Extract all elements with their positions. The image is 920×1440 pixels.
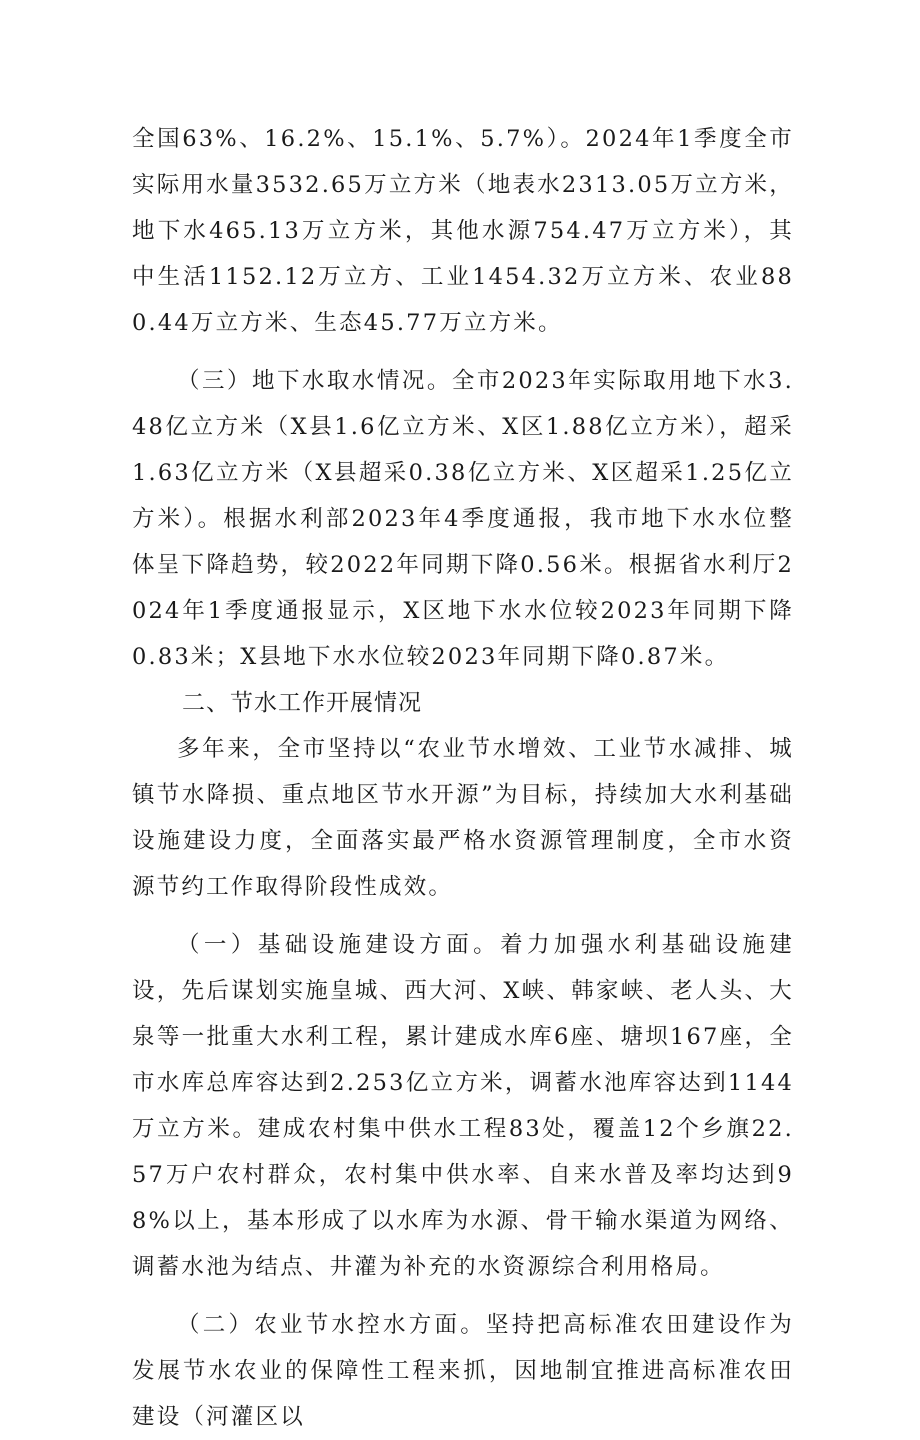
- paragraph-gap: [132, 1290, 794, 1302]
- paragraph-infrastructure: （一）基础设施建设方面。着力加强水利基础设施建设，先后谋划实施皇城、西大河、X峡、韩家峡、老人头、大泉等一批重大水利工程，累计建成水库6座、塘坝167座，全市水库总库容达到2.253亿立方米，调蓄水池库容达到1144万立方米。建成农村集中供水工程83处，覆盖12个乡旗22.57万户农村群众，农村集中供水率、自来水普及率均达到98%以上，基本形成了以水库为水源、骨干输水渠道为网络、调蓄水池为结点、井灌为补充的水资源综合利用格局。: [132, 932, 794, 1280]
- paragraph-groundwater: （三）地下水取水情况。全市2023年实际取用地下水3.48亿立方米（X县1.6亿立方米、X区1.88亿立方米），超采1.63亿立方米（X县超采0.38亿立方米、X区超采1.25亿立方米）。根据水利部2023年4季度通报，我市地下水水位整体呈下降趋势，较2022年同期下降0.56米。根据省水利厅2024年1季度通报显示，X区地下水水位较2023年同期下降0.83米；X县地下水水位较2023年同期下降0.87米。: [132, 368, 794, 670]
- paragraph-overview: 多年来，全市坚持以“农业节水增效、工业节水减排、城镇节水降损、重点地区节水开源”为目标，持续加大水利基础设施建设力度，全面落实最严格水资源管理制度，全市水资源节约工作取得阶段性成效。: [132, 736, 794, 900]
- paragraph-gap: [132, 346, 794, 358]
- paragraph-agriculture: （二）农业节水控水方面。坚持把高标准农田建设作为发展节水农业的保障性工程来抓，因地制宜推进高标准农田建设（河灌区以: [132, 1312, 794, 1430]
- paragraph-gap: [132, 910, 794, 922]
- paragraph-water-usage: 全国63%、16.2%、15.1%、5.7%）。2024年1季度全市实际用水量3532.65万立方米（地表水2313.05万立方米，地下水465.13万立方米，其他水源754.47万立方米），其中生活1152.12万立方、工业1454.32万立方米、农业880.44万立方米、生态45.77万立方米。: [132, 126, 794, 336]
- section-heading: 二、节水工作开展情况: [182, 690, 422, 716]
- document-body: [132, 116, 794, 1440]
